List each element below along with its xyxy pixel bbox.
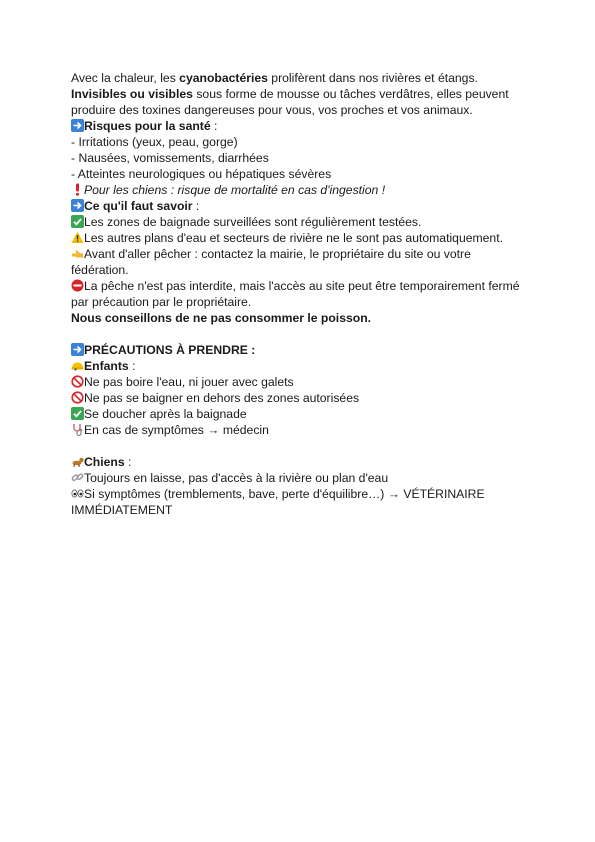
colon: : bbox=[124, 455, 132, 469]
intro-paragraph-2 bbox=[71, 86, 531, 118]
intro-text-3: sous forme de mousse ou tâches verdâtres, elles peuvent produire des toxines dangereuses pour vous, vos proches et vos animaux. bbox=[71, 87, 509, 117]
children-heading: Enfants bbox=[84, 359, 129, 373]
dogs-item-text: Toujours en laisse, pas d'accès à la rivière ou plan d'eau bbox=[84, 471, 389, 485]
visibility-term: Invisibles ou visibles bbox=[71, 87, 193, 101]
know-item-text: La pêche n'est pas interdite, mais l'accès au site peut être temporairement fermé par précaution par le propriétaire. bbox=[71, 279, 520, 309]
children-heading-line bbox=[71, 358, 531, 374]
risk-item: - Atteintes neurologiques ou hépatiques sévères bbox=[71, 167, 332, 181]
child-icon bbox=[71, 359, 84, 372]
no-entry-icon bbox=[71, 279, 84, 292]
dog-warning-line bbox=[71, 182, 531, 198]
children-item-text: En cas de symptômes → médecin bbox=[84, 423, 269, 437]
prohibited-icon bbox=[71, 391, 84, 404]
dogs-item bbox=[71, 486, 531, 518]
prohibited-icon bbox=[71, 375, 84, 388]
know-item-3 bbox=[71, 246, 531, 278]
children-item bbox=[71, 422, 531, 438]
document-body bbox=[71, 70, 531, 518]
intro-text-2: prolifèrent dans nos rivières et étangs. bbox=[267, 71, 478, 85]
children-item-text: Ne pas se baigner en dehors des zones autorisées bbox=[84, 391, 360, 405]
right-arrow-icon bbox=[71, 343, 84, 356]
know-item-2 bbox=[71, 230, 531, 246]
conclusion bbox=[71, 310, 531, 326]
eyes-icon bbox=[71, 487, 84, 500]
precautions-heading: PRÉCAUTIONS À PRENDRE : bbox=[84, 343, 256, 357]
stethoscope-icon bbox=[71, 423, 84, 436]
know-item-4 bbox=[71, 278, 531, 310]
dogs-heading: Chiens bbox=[84, 455, 125, 469]
cyanobacteria-term: cyanobactéries bbox=[179, 71, 268, 85]
dogs-item bbox=[71, 470, 531, 486]
children-item bbox=[71, 390, 531, 406]
warning-icon bbox=[71, 231, 84, 244]
right-arrow-icon bbox=[71, 199, 84, 212]
precautions-heading-line bbox=[71, 342, 531, 358]
red-exclamation-icon bbox=[71, 183, 84, 196]
dogs-heading-line bbox=[71, 454, 531, 470]
conclusion-text: Nous conseillons de ne pas consommer le poisson. bbox=[71, 311, 372, 325]
colon: : bbox=[210, 119, 218, 133]
children-item bbox=[71, 374, 531, 390]
risk-item: - Nausées, vomissements, diarrhées bbox=[71, 151, 269, 165]
pointing-hand-icon bbox=[71, 247, 84, 260]
link-icon bbox=[71, 471, 84, 484]
spacer bbox=[71, 326, 531, 342]
dog-warning-text: Pour les chiens : risque de mortalité en cas d'ingestion ! bbox=[84, 183, 386, 197]
know-item-text: Avant d'aller pêcher : contactez la mairie, le propriétaire du site ou votre fédération. bbox=[71, 247, 471, 277]
know-heading: Ce qu'il faut savoir bbox=[84, 199, 193, 213]
spacer bbox=[71, 438, 531, 454]
risk-item: - Irritations (yeux, peau, gorge) bbox=[71, 135, 238, 149]
know-heading-line bbox=[71, 198, 531, 214]
colon: : bbox=[128, 359, 136, 373]
colon: : bbox=[192, 199, 200, 213]
intro-paragraph-1 bbox=[71, 70, 531, 86]
children-item-text: Ne pas boire l'eau, ni jouer avec galets bbox=[84, 375, 294, 389]
children-item-text: Se doucher après la baignade bbox=[84, 407, 247, 421]
know-item-text: Les zones de baignade surveillées sont régulièrement testées. bbox=[84, 215, 422, 229]
know-item-1 bbox=[71, 214, 531, 230]
know-item-text: Les autres plans d'eau et secteurs de rivière ne le sont pas automatiquement. bbox=[84, 231, 503, 245]
risks-heading-line bbox=[71, 118, 531, 134]
green-check-icon bbox=[71, 407, 84, 420]
children-item bbox=[71, 406, 531, 422]
dogs-item-text: Si symptômes (tremblements, bave, perte d'équilibre…) → VÉTÉRINAIRE IMMÉDIATEMENT bbox=[71, 487, 485, 517]
intro-text: Avec la chaleur, les bbox=[71, 71, 180, 85]
dog-icon bbox=[71, 455, 84, 468]
right-arrow-icon bbox=[71, 119, 84, 132]
risks-heading: Risques pour la santé bbox=[84, 119, 211, 133]
green-check-icon bbox=[71, 215, 84, 228]
